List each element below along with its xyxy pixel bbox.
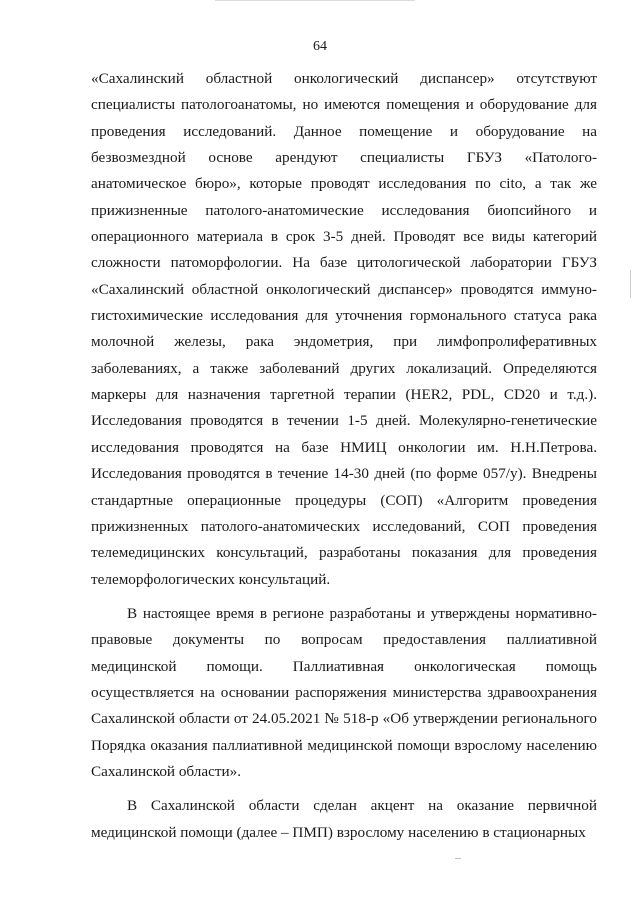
paragraph-palliative-care: В настоящее время в регионе разработаны и утверждены нормативно-правовые документы по вопросам предоставления паллиативной медицинской помощи. Паллиативная онкологическая помощь осуществляется на основании распоряжения министерства здравоохранения Сахалинской области от 24.05.2021 № 518-р «Об утверждении регионального Порядка оказания паллиативной медицинской помощи взрослому населению Сахалинской области».	[91, 604, 597, 780]
paragraph-primary-care: В Сахалинской области сделан акцент на оказание первичной медицинской помощи (далее – ПМП) взрослому населению в стационарных	[91, 797, 597, 841]
page-number: 64	[313, 39, 327, 54]
scan-artifact-bottom	[455, 858, 461, 859]
paragraph-pathology: «Сахалинский областной онкологический диспансер» отсутствуют специалисты патологоанатомы, но имеются помещения и оборудование для проведения исследований. Данное помещение и оборудование на безвозмездной основе арендуют специалисты ГБУЗ «Патолого-анатомическое бюро», которые проводят исследования по cito, а так же прижизненные патолого-анатомические исследования биопсийного и операционного материала в срок 3-5 дней. Проводят все виды категорий сложности патоморфологии. На базе цитологической лаборатории ГБУЗ «Сахалинский областной онкологический диспансер» проводятся иммуно-гистохимические исследования для уточнения гормонального статуса рака молочной железы, рака эндометрия, при лимфопролиферативных заболеваниях, а также заболеваний других локализаций. Определяются маркеры для назначения таргетной терапии (HER2, PDL, CD20 и т.д.). Исследования проводятся в течении 1-5 дней. Молекулярно-генетические исследования проводятся на базе НМИЦ онкологии им. Н.Н.Петрова. Исследования проводятся в течение 14-30 дней (по форме 057/у). Внедрены стандартные операционные процедуры (СОП) «Алгоритм проведения прижизненных патолого-анатомических исследований, СОП проведения телемедицинских консультаций, разработаны показания для проведения телеморфологических консультаций.	[91, 70, 597, 588]
scan-artifact-top	[215, 0, 415, 1]
scan-artifact-right	[630, 270, 631, 298]
document-body	[91, 66, 597, 846]
